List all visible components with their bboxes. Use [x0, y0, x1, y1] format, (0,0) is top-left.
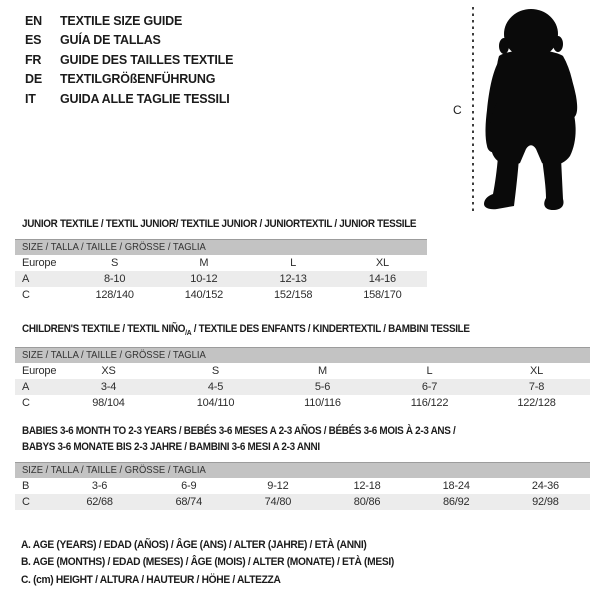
size-header-text: SIZE / TALLA / TAILLE / GRÖSSE / TAGLIA: [22, 349, 206, 361]
children-section-title-text: CHILDREN'S TEXTILE / TEXTIL $NIÑO_{/A}$ / TEXTILE DES ENFANTS / KINDERTEXTIL / BAMBINI TESSILE: [22, 323, 470, 338]
age-cell: 4-5: [207, 381, 224, 393]
height-cell: 62/68: [86, 496, 113, 508]
children-section-title: [22, 321, 519, 341]
language-title-list: [25, 12, 233, 109]
height-cell: 140/152: [184, 289, 224, 301]
junior-size-table: [15, 239, 427, 303]
row-label: C: [22, 496, 30, 508]
age-cell: 10-12: [190, 273, 218, 285]
size-header: [15, 240, 427, 256]
babies-size-table: [15, 462, 590, 510]
size-cell: L: [290, 257, 297, 269]
language-title: GUIDE DES TAILLES TEXTILE: [60, 52, 234, 67]
size-cell: S: [111, 257, 119, 269]
row-label: C: [22, 397, 30, 409]
table-row-height: [15, 395, 590, 411]
language-code: ES: [25, 33, 42, 48]
height-cell: 68/74: [175, 496, 202, 508]
language-code: DE: [25, 72, 42, 87]
height-cell: 158/170: [363, 289, 402, 301]
age-cell: 5-6: [314, 381, 331, 393]
size-cell: L: [426, 365, 433, 377]
language-code: EN: [25, 14, 42, 28]
language-row-es: [25, 31, 233, 50]
height-cell: 104/110: [196, 397, 235, 409]
language-code: FR: [25, 52, 42, 67]
months-cell: 18-24: [442, 480, 470, 492]
legend-line-age-months: B. AGE (MONTHS) / EDAD (MESES) / ÂGE (MOIS) / ALTER (MONATE) / ETÀ (MESI): [21, 556, 394, 569]
height-cell: 116/122: [410, 397, 449, 409]
months-cell: 3-6: [91, 480, 108, 492]
babies-section-title-line2: BABYS 3-6 MONATE BIS 2-3 JAHRE / BAMBINI 3-6 MESI A 2-3 ANNI: [22, 441, 320, 453]
height-cell: 98/104: [92, 397, 125, 409]
size-cell: M: [318, 365, 327, 377]
row-label: C: [22, 289, 30, 301]
months-cell: 24-36: [531, 480, 559, 492]
junior-section-title-text: JUNIOR TEXTILE / TEXTIL JUNIOR/ TEXTILE JUNIOR / JUNIORTEXTIL / JUNIOR TESSILE: [22, 218, 417, 230]
size-header-row: [15, 348, 590, 364]
size-cell: XS: [101, 365, 116, 377]
size-cell: XL: [375, 257, 389, 269]
size-header: [15, 463, 590, 479]
size-header-row: [15, 240, 427, 256]
row-label: A: [22, 381, 30, 393]
months-cell: 6-9: [181, 480, 197, 492]
legend-line-age-years: A. AGE (YEARS) / EDAD (AÑOS) / ÂGE (ANS) / ALTER (JAHRE) / ETÀ (ANNI): [21, 539, 367, 551]
size-header-text: SIZE / TALLA / TAILLE / GRÖSSE / TAGLIA: [22, 241, 206, 253]
babies-section-title: [22, 423, 504, 455]
height-cell: 86/92: [442, 496, 470, 508]
nino-a-subscript: /A: [185, 328, 192, 338]
table-row-height: [15, 494, 590, 510]
row-label: Europe: [22, 365, 57, 377]
language-title: TEXTILGRÖßENFÜHRUNG: [60, 72, 216, 87]
children-size-table: [15, 347, 590, 411]
language-row-fr: [25, 51, 233, 70]
legend: [21, 537, 422, 589]
size-header: [15, 348, 590, 364]
table-row-height: [15, 287, 427, 303]
size-cell: XL: [529, 365, 544, 377]
junior-section-title: [22, 216, 460, 232]
height-cell: 80/86: [353, 496, 381, 508]
size-cell: M: [199, 257, 209, 269]
height-cell: 74/80: [264, 496, 292, 508]
babies-section-title-line1: BABIES 3-6 MONTH TO 2-3 YEARS / BEBÉS 3-6 MESES A 2-3 AÑOS / BÉBÉS 3-6 MOIS À 2-3 ANS /: [22, 425, 456, 437]
age-cell: 3-4: [100, 381, 117, 393]
age-cell: 8-10: [104, 273, 126, 285]
row-label: B: [22, 480, 30, 492]
language-row-en: [25, 12, 233, 31]
language-title: GUIDA ALLE TAGLIE TESSILI: [60, 91, 230, 106]
age-cell: 7-8: [528, 381, 545, 393]
table-row-europe: [15, 363, 590, 379]
height-measure-label: C: [453, 103, 462, 117]
height-cell: 110/116: [304, 397, 341, 409]
size-header-row: [15, 463, 590, 479]
legend-line-height: C. (cm) HEIGHT / ALTURA / HAUTEUR / HÖHE / ALTEZZA: [21, 573, 281, 586]
age-cell: 6-7: [421, 381, 438, 393]
months-cell: 9-12: [267, 480, 289, 492]
table-row-europe: [15, 255, 427, 271]
row-label: A: [22, 273, 30, 285]
language-row-it: [25, 90, 233, 109]
language-title: GUÍA DE TALLAS: [60, 33, 161, 48]
table-row-age: [15, 271, 427, 287]
height-cell: 122/128: [517, 397, 556, 409]
height-cell: 92/98: [532, 496, 559, 508]
height-cell: 128/140: [95, 289, 134, 301]
months-cell: 12-18: [353, 480, 381, 492]
language-title: TEXTILE SIZE GUIDE: [60, 14, 183, 28]
height-measure-dotted-line: [472, 7, 474, 211]
language-row-de: [25, 70, 233, 89]
age-cell: 14-16: [368, 273, 396, 285]
row-label: Europe: [22, 257, 57, 269]
table-row-months: [15, 478, 590, 494]
language-code: IT: [25, 91, 36, 106]
table-row-age: [15, 379, 590, 395]
size-header-text: SIZE / TALLA / TAILLE / GRÖSSE / TAGLIA: [22, 464, 206, 476]
toddler-silhouette-icon: [483, 6, 595, 214]
age-cell: 12-13: [279, 273, 307, 285]
height-cell: 152/158: [273, 289, 313, 301]
size-cell: S: [211, 365, 220, 377]
